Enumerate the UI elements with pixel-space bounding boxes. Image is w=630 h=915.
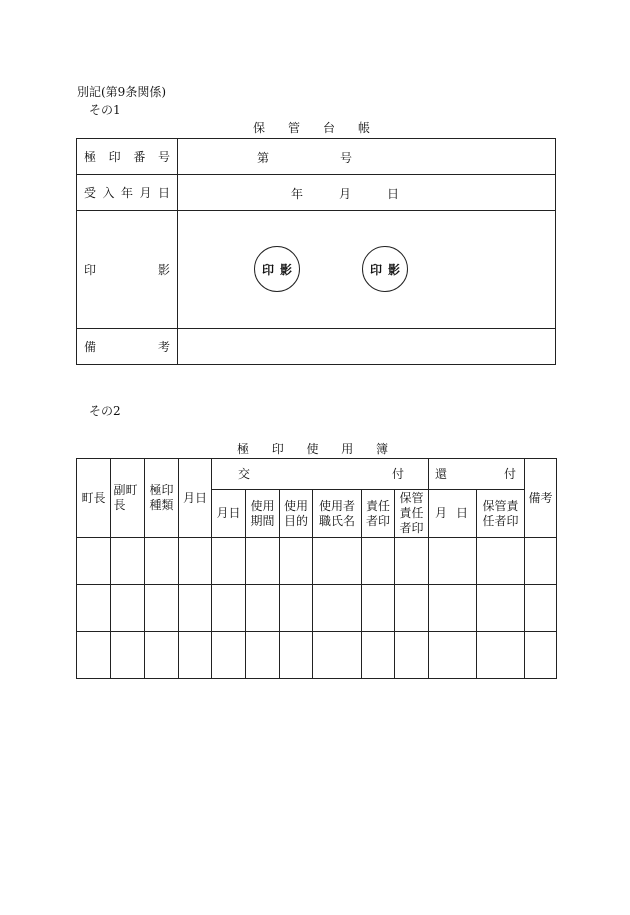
header-row-1	[77, 459, 557, 490]
table-row	[77, 632, 557, 679]
impression-row	[77, 211, 556, 329]
col-return-month-day: 月 日	[429, 490, 477, 538]
part2-label: その2	[89, 404, 121, 418]
col-deputy-town-head: 副町長	[111, 459, 145, 538]
impression-label: 印 影	[77, 211, 178, 329]
col-responsible-seal: 責任者印	[362, 490, 395, 538]
col-period-of-use: 使用期間	[246, 490, 280, 538]
usage-book-table	[76, 458, 557, 679]
custody-ledger-table	[76, 138, 556, 365]
part1-label: その1	[89, 103, 121, 117]
col-return: 還 付	[429, 459, 525, 490]
col-return-custodian-seal: 保管責任者印	[477, 490, 525, 538]
col-purpose-of-use: 使用目的	[280, 490, 313, 538]
seal-number-row	[77, 139, 556, 175]
remarks-label: 備 考	[77, 329, 178, 365]
table-row	[77, 538, 557, 585]
usage-book-title: 極 印 使 用 簿	[237, 442, 388, 456]
remarks-value	[178, 329, 556, 365]
ledger-title: 保 管 台 帳	[253, 121, 370, 135]
seal-number-label: 極 印 番 号	[77, 139, 178, 175]
impression-area	[178, 211, 556, 329]
table-row	[77, 585, 557, 632]
receipt-date-row	[77, 175, 556, 211]
col-custodian-seal: 保管責任者印	[395, 490, 429, 538]
col-town-head: 町長	[77, 459, 111, 538]
col-user-name: 使用者職氏名	[313, 490, 362, 538]
col-issue-month-day: 月日	[212, 490, 246, 538]
receipt-date-value: 年 月 日	[178, 175, 556, 211]
receipt-date-label: 受 入 年 月 日	[77, 175, 178, 211]
seal-impression-2: 印影	[362, 246, 408, 292]
col-remarks: 備考	[525, 459, 557, 538]
seal-number-value: 第 号	[178, 139, 556, 175]
col-issue: 交 付	[212, 459, 429, 490]
col-seal-type: 極印種類	[145, 459, 179, 538]
seal-impression-1: 印影	[254, 246, 300, 292]
col-month-day: 月日	[179, 459, 212, 538]
appendix-heading: 別記(第9条関係)	[77, 85, 166, 99]
remarks-row	[77, 329, 556, 365]
